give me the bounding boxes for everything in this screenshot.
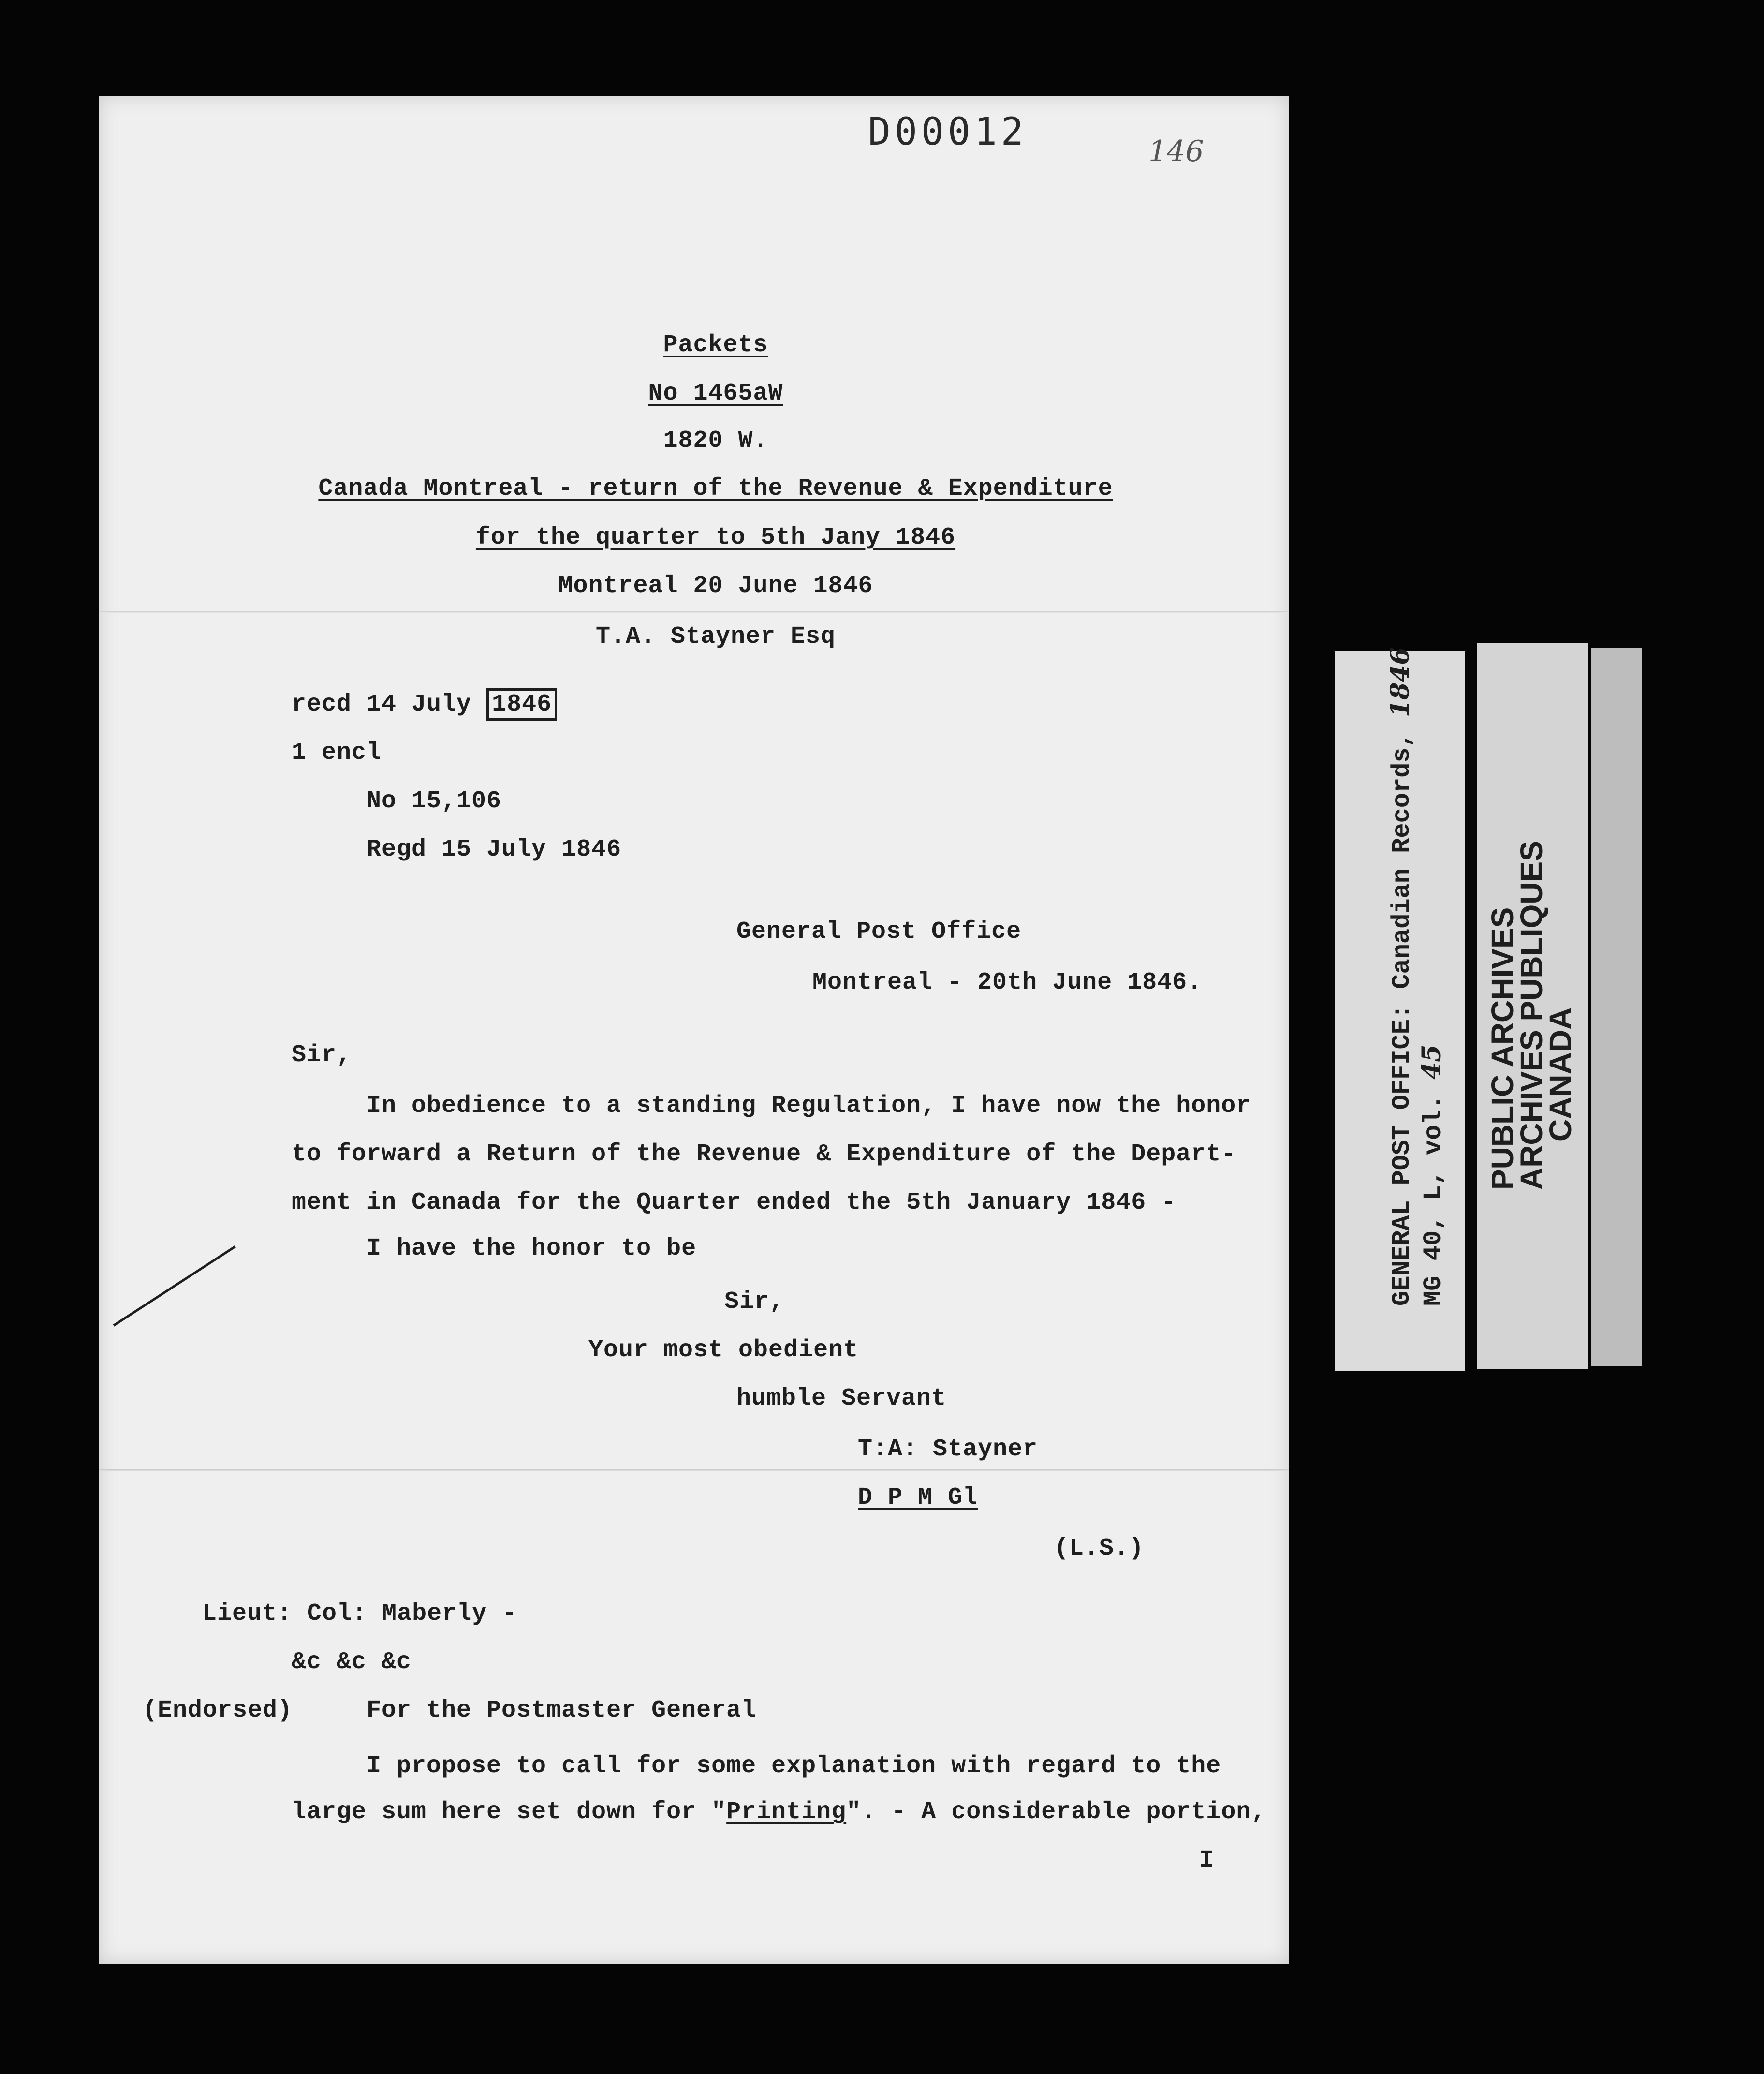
archive-label: CANADA: [1543, 1007, 1578, 1141]
header-title: Packets: [663, 331, 768, 359]
archive-strip-right: [1477, 643, 1588, 1369]
signature: T:A: Stayner: [858, 1436, 1038, 1463]
header-ref: 1820 W.: [663, 427, 768, 455]
endorsed-label: (Endorsed): [143, 1697, 293, 1724]
archive-label: PUBLIC ARCHIVES: [1485, 907, 1520, 1190]
letter-body-line: In obedience to a standing Regulation, I have now the honor: [367, 1092, 1251, 1120]
archive-label: ARCHIVES PUBLIQUES: [1514, 841, 1549, 1190]
letter-office: General Post Office: [736, 918, 1022, 946]
endorsement-line: [292, 1798, 1266, 1826]
header-subject-line1: Canada Montreal - return of the Revenue & Expenditure: [318, 475, 1113, 503]
received-year: 1846: [486, 688, 557, 721]
registry-number: No 15,106: [367, 787, 502, 815]
seal-mark: (L.S.): [1054, 1535, 1145, 1562]
archive-strip-left: [1335, 647, 1465, 1371]
closing-sir: Sir,: [724, 1288, 785, 1316]
page-mark: I: [1199, 1847, 1215, 1874]
closing-line: Your most obedient: [588, 1336, 859, 1364]
archive-line-2: [1417, 1045, 1448, 1306]
letter-dateline: Montreal - 20th June 1846.: [812, 969, 1203, 996]
closing-line: humble Servant: [736, 1385, 947, 1412]
endorsement-text: large sum here set down for ": [292, 1798, 727, 1826]
signature-title: D P M Gl: [858, 1484, 978, 1511]
margin-pen-stroke: [113, 1245, 236, 1327]
archive-number-stamp: D00012: [868, 110, 1028, 154]
addressee-etc: &c &c &c: [292, 1648, 412, 1676]
archive-line1-text: GENERAL POST OFFICE: Canadian Records,: [1388, 717, 1416, 1306]
header-number: No 1465aW: [648, 380, 783, 407]
archive-line2-text: MG 40, L, vol.: [1419, 1079, 1448, 1306]
archive-strip-edge: [1591, 648, 1642, 1366]
registered-date: Regd 15 July 1846: [367, 836, 622, 863]
header-place-date: Montreal 20 June 1846: [558, 572, 873, 600]
printing-word: Printing: [726, 1798, 847, 1826]
archive-volume: 45: [1417, 1044, 1446, 1080]
enclosures: 1 encl: [292, 739, 382, 767]
document-page: [99, 96, 1289, 1964]
received-prefix: recd 14 July: [292, 691, 472, 718]
fold-line: [99, 611, 1289, 613]
received-line: [292, 691, 557, 718]
archive-year: 1846: [1385, 647, 1415, 717]
folio-number: 146: [1148, 134, 1204, 168]
archive-line-1: [1385, 647, 1416, 1306]
letter-body-line: I have the honor to be: [367, 1235, 697, 1262]
endorsement-text: ". - A considerable portion,: [846, 1798, 1266, 1826]
letter-body-line: to forward a Return of the Revenue & Expenditure of the Depart-: [292, 1141, 1236, 1168]
endorsement-line: For the Postmaster General: [367, 1697, 757, 1724]
letter-body-line: ment in Canada for the Quarter ended the 5th January 1846 -: [292, 1189, 1176, 1216]
header-subject-line2: for the quarter to 5th Jany 1846: [475, 524, 956, 551]
fold-line: [99, 1469, 1289, 1471]
enclosures-line: [292, 739, 382, 767]
letter-salutation: Sir,: [292, 1041, 352, 1069]
endorsement-line: I propose to call for some explanation with regard to the: [367, 1752, 1221, 1780]
header-from: T.A. Stayner Esq: [595, 623, 836, 651]
addressee: Lieut: Col: Maberly -: [202, 1600, 517, 1628]
